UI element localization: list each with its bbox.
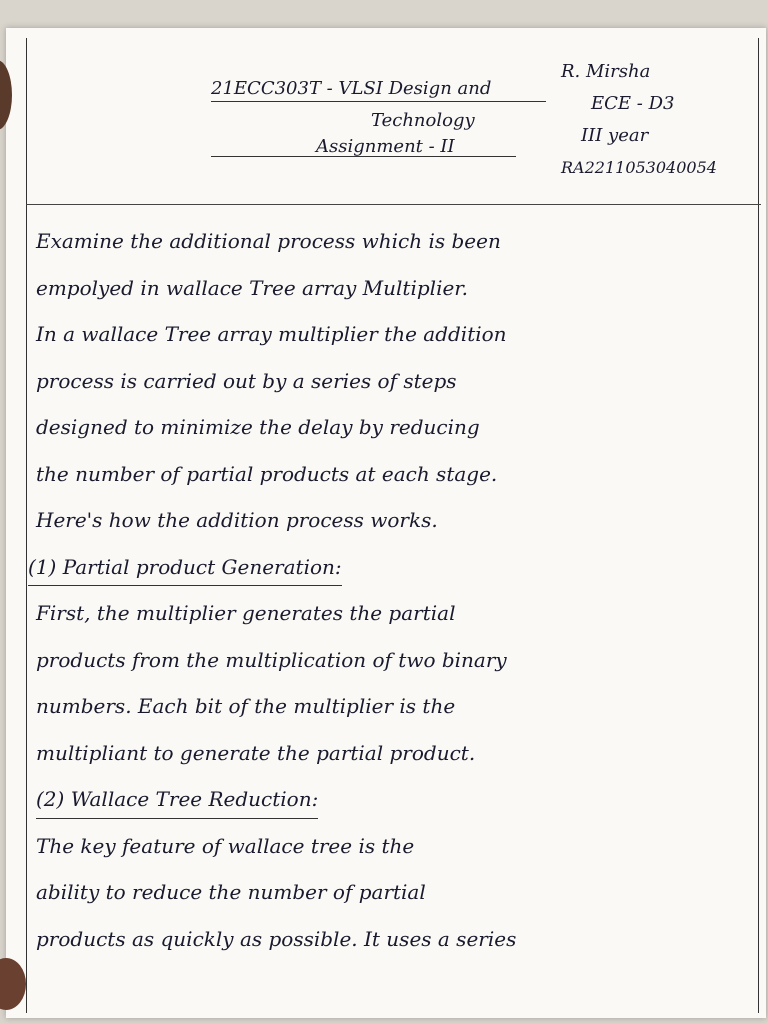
header-divider bbox=[26, 204, 761, 205]
section2-heading bbox=[36, 776, 318, 823]
section2-heading-line bbox=[36, 776, 756, 823]
answer-body bbox=[28, 218, 756, 962]
right-margin-line bbox=[758, 38, 759, 1013]
text-line: Examine the additional process which is been bbox=[36, 229, 501, 253]
text-line: The key feature of wallace tree is the bbox=[36, 833, 415, 858]
notebook-page bbox=[6, 28, 766, 1018]
assignment-title: Assignment - II bbox=[316, 136, 455, 157]
text-line: designed to minimize the delay by reducing bbox=[36, 415, 480, 439]
left-margin-line bbox=[26, 38, 27, 1013]
course-title-continued: Technology bbox=[371, 110, 475, 131]
section2-heading-underline bbox=[36, 818, 318, 819]
text-line: the number of partial products at each stage. bbox=[36, 461, 498, 486]
course-title-underline bbox=[211, 101, 546, 102]
section1-heading bbox=[28, 544, 342, 591]
student-details bbox=[561, 56, 717, 184]
student-section: ECE - D3 bbox=[591, 93, 675, 114]
student-reg-no: RA2211053040054 bbox=[561, 158, 717, 177]
text-line: First, the multiplier generates the partial bbox=[36, 601, 456, 625]
text-line: numbers. Each bit of the multiplier is the bbox=[36, 694, 456, 718]
text-line: multipliant to generate the partial product. bbox=[36, 740, 476, 765]
text-line: products from the multiplication of two binary bbox=[36, 647, 507, 672]
student-name: R. Mirsha bbox=[561, 61, 651, 82]
text-line: Here's how the addition process works. bbox=[36, 508, 438, 532]
text-line: products as quickly as possible. It uses a series bbox=[36, 926, 517, 951]
student-year: III year bbox=[581, 125, 649, 146]
section1-heading-underline bbox=[28, 585, 342, 586]
section2-heading-text: (2) Wallace Tree Reduction: bbox=[36, 787, 319, 811]
section1-heading-line bbox=[28, 544, 756, 591]
text-line: empolyed in wallace Tree array Multiplier. bbox=[36, 275, 469, 300]
text-line: ability to reduce the number of partial bbox=[36, 880, 426, 904]
text-line: process is carried out by a series of steps bbox=[36, 368, 457, 393]
text-line: In a wallace Tree array multiplier the addition bbox=[36, 322, 507, 346]
section1-heading-text: (1) Partial product Generation: bbox=[28, 554, 342, 579]
course-title: 21ECC303T - VLSI Design and bbox=[211, 78, 492, 99]
